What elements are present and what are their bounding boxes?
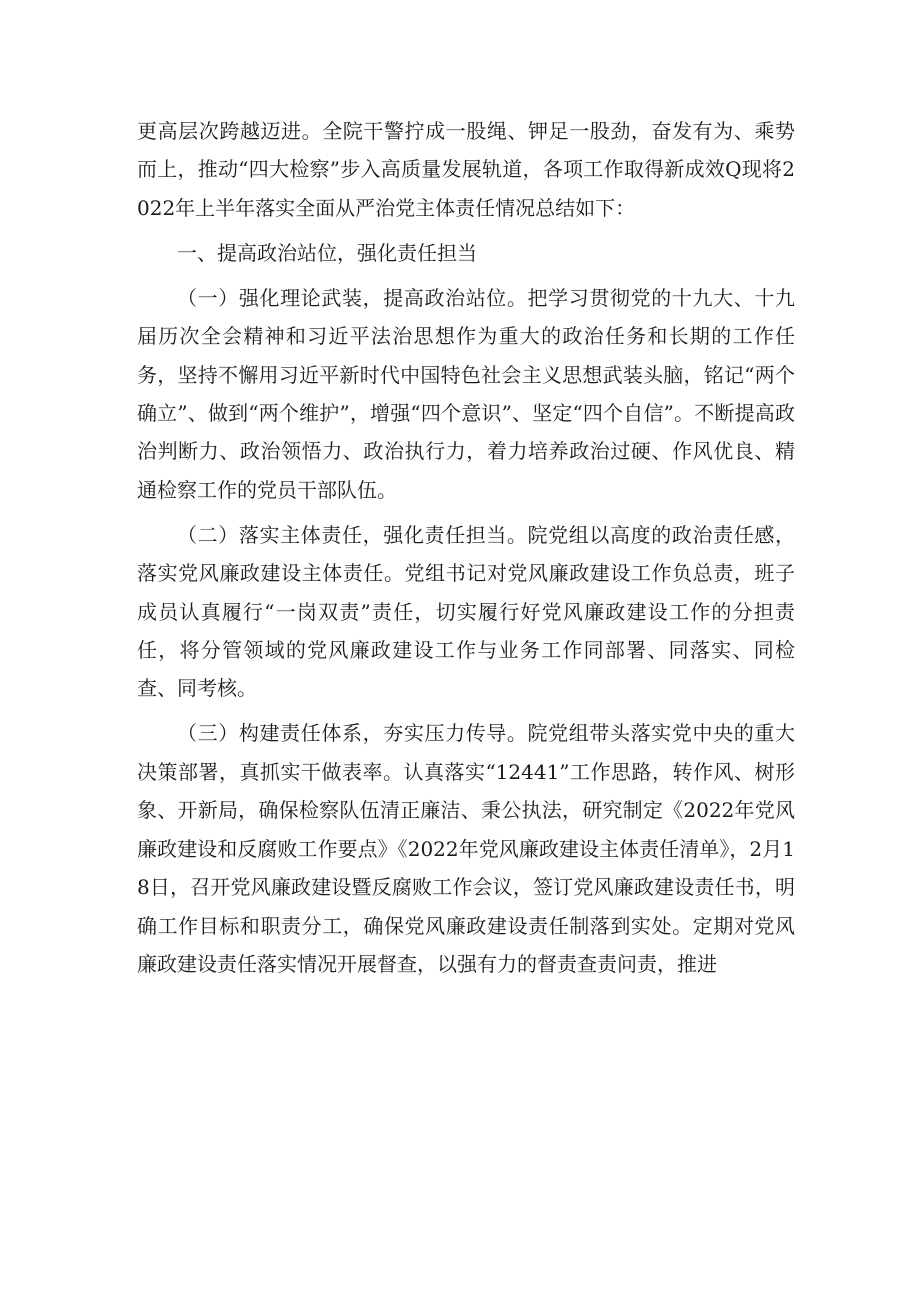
document-body <box>137 112 795 990</box>
paragraph-3: （三）构建责任体系，夯实压力传导。院党组带头落实党中央的重大决策部署，真抓实干做表率。认真落实“12441”工作思路，转作风、树形象、开新局，确保检察队伍清正廉洁、秉公执法，研究制定《2022年党风廉政建设和反腐败工作要点》《2022年党风廉政建设主体责任清单》，2月18日，召开党风廉政建设暨反腐败工作会议，签订党风廉政建设责任书，明确工作目标和职责分工，确保党风廉政建设责任制落到实处。定期对党风廉政建设责任落实情况开展督查，以强有力的督责查责问责，推进 <box>137 721 795 976</box>
paragraph-2: （二）落实主体责任，强化责任担当。院党组以高度的政治责任感，落实党风廉政建设主体责任。党组书记对党风廉政建设工作负总责，班子成员认真履行“一岗双责”责任，切实履行好党风廉政建设工作的分担责任，将分管领域的党风廉政建设工作与业务工作同部署、同落实、同检查、同考核。 <box>137 522 795 701</box>
section-heading: 一、提高政治站位，强化责任担当 <box>177 240 477 265</box>
paragraph-1: （一）强化理论武装，提高政治站位。把学习贯彻党的十九大、十九届历次全会精神和习近平法治思想作为重大的政治任务和长期的工作任务，坚持不懈用习近平新时代中国特色社会主义思想武装头脑，铭记“两个确立”、做到“两个维护”，增强“四个意识”、坚定“四个自信”。不断提高政治判断力、政治领悟力、政治执行力，着力培养政治过硬、作风优良、精通检察工作的党员干部队伍。 <box>137 285 795 502</box>
paragraph-continuation: 更高层次跨越迈进。全院干警拧成一股绳、钾足一股劲，奋发有为、乘势而上，推动“四大检察”步入高质量发展轨道，各项工作取得新成效Q现将2022年上半年落实全面从严治党主体责任情况总结如下： <box>137 119 795 220</box>
